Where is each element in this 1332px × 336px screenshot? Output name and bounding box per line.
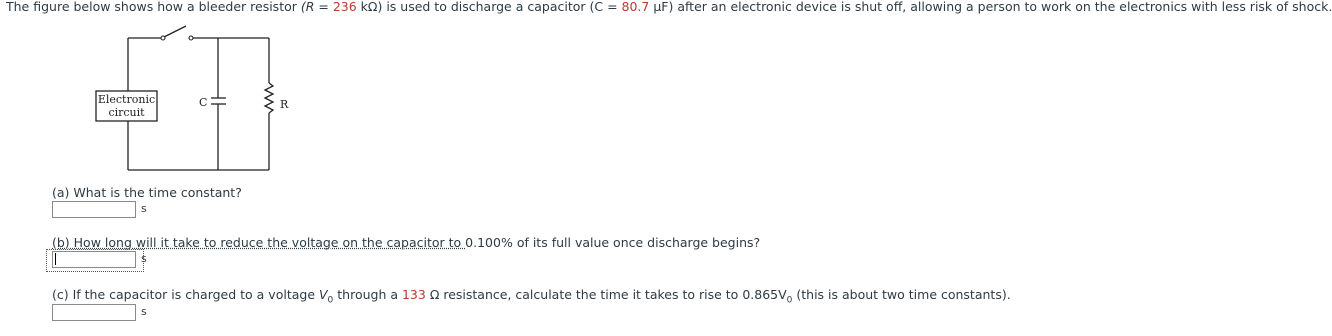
- answer-a-input[interactable]: [52, 201, 136, 218]
- problem-statement: [6, 0, 1332, 14]
- answer-c-row: [52, 304, 162, 321]
- switch-lever: [164, 26, 186, 37]
- intro-text-1: The figure below shows how a bleeder resistor: [6, 0, 301, 14]
- question-c-factor: 0.865V: [742, 287, 787, 302]
- question-c-factor-sub: 0: [786, 295, 793, 306]
- intro-text-4: μF) after an electronic device is shut off, allowing a person to work on the electronics with less risk of shock.: [649, 0, 1332, 14]
- answer-a-row: [52, 201, 162, 218]
- resistor-label: R: [280, 98, 289, 111]
- question-b: [52, 235, 760, 250]
- question-a-text: (a) What is the time constant?: [52, 185, 242, 200]
- switch-contact-left: [161, 36, 165, 40]
- question-b-text-2: of its full value once discharge begins?: [512, 235, 761, 250]
- question-a: [52, 185, 242, 200]
- question-b-text-1: (b) How long will it take to reduce the voltage on the capacitor to: [52, 235, 466, 250]
- question-c-resistance: 133: [401, 287, 426, 302]
- switch-contact-right: [189, 36, 193, 40]
- intro-text-3: kΩ) is used to discharge a capacitor (C =: [356, 0, 622, 14]
- question-c-text-4: (this is about two time constants).: [792, 287, 1011, 302]
- answer-c-input[interactable]: [52, 304, 136, 321]
- circuit-diagram: [90, 20, 290, 178]
- capacitance-value: 80.7: [621, 0, 650, 14]
- answer-b-row: [52, 251, 162, 268]
- question-b-percent: 0.100%: [465, 235, 513, 250]
- text-caret: [55, 253, 56, 265]
- answer-a-unit: s: [141, 202, 147, 215]
- question-c-voltage: V: [318, 287, 328, 302]
- question-c-text-3: Ω resistance, calculate the time it takes to rise to: [425, 287, 743, 302]
- resistance-value: 236: [332, 0, 357, 14]
- answer-b-unit: s: [141, 252, 147, 265]
- question-c-voltage-sub: 0: [327, 295, 334, 306]
- answer-c-unit: s: [141, 305, 147, 318]
- question-c-text-2: through a: [333, 287, 402, 302]
- capacitor-label: C: [199, 96, 208, 109]
- answer-b-input[interactable]: [52, 251, 136, 268]
- circuit-box-label-2: circuit: [108, 106, 145, 119]
- question-c: [52, 287, 1011, 309]
- intro-text-2: (R =: [300, 0, 333, 14]
- question-c-text-1: (c) If the capacitor is charged to a voltage: [52, 287, 319, 302]
- circuit-box-label-1: Electronic: [97, 93, 156, 106]
